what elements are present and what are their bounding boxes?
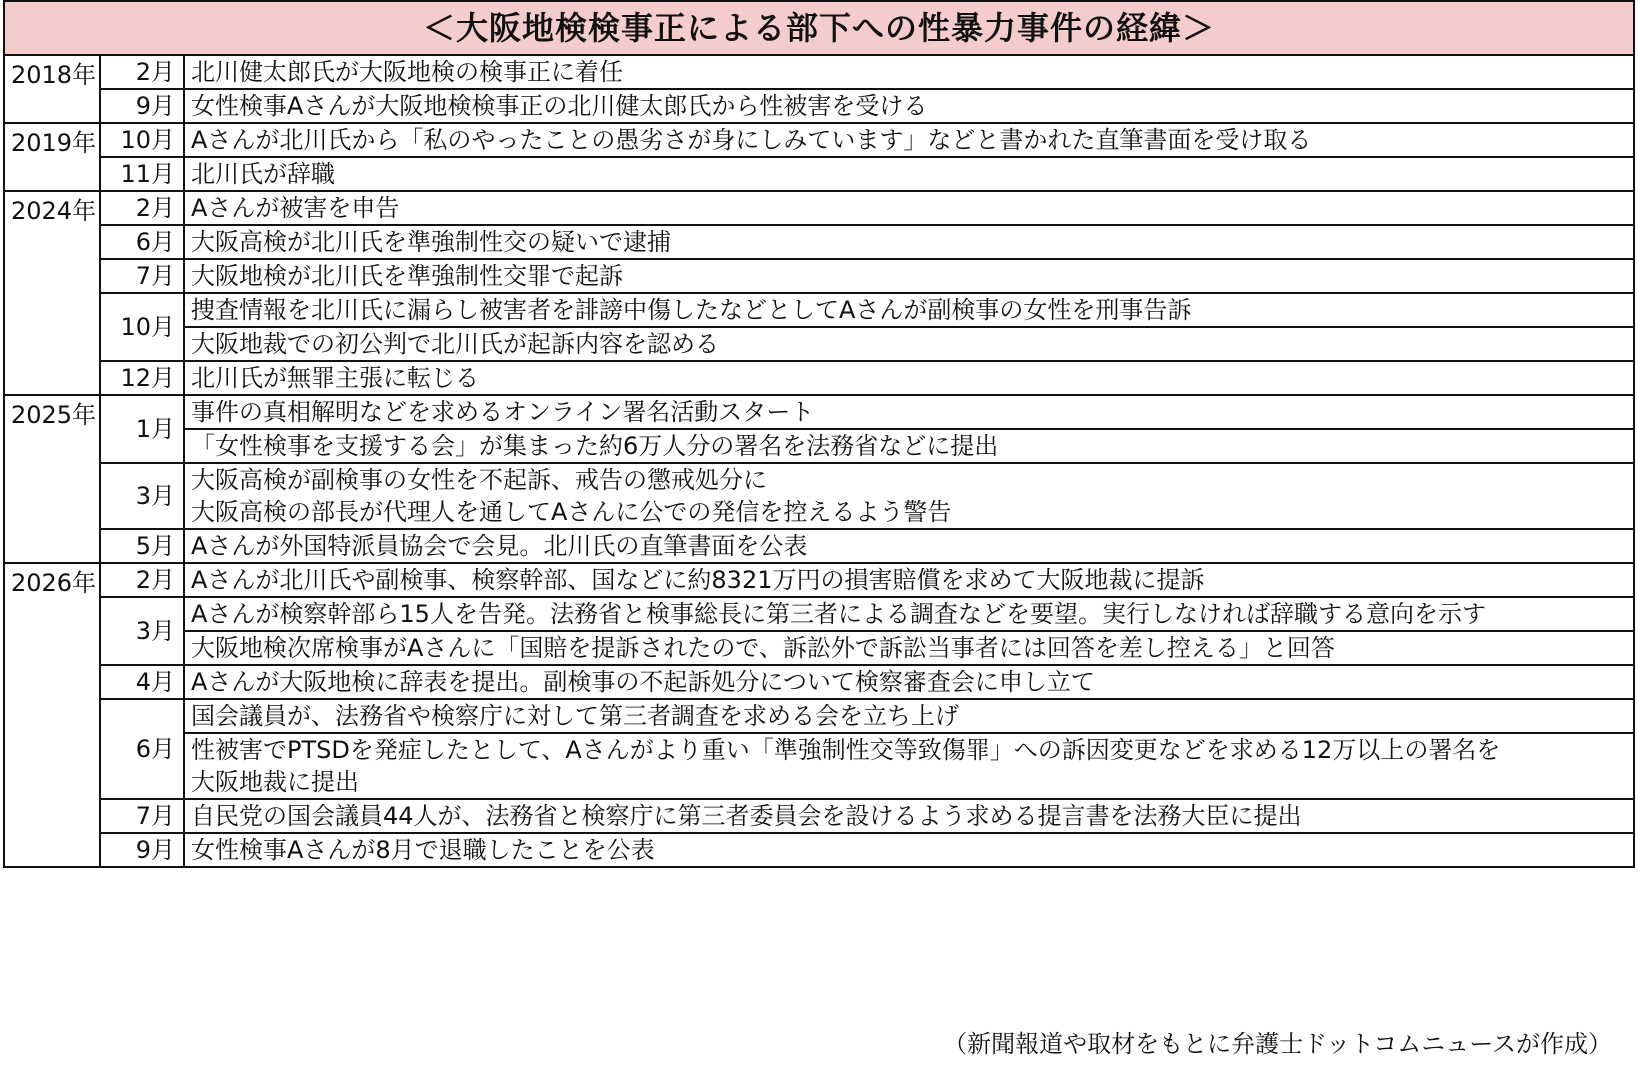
event-cell: Aさんが検察幹部ら15人を告発。法務省と検事総長に第三者による調査などを要望。実行しなければ辞職する意向を示す xyxy=(184,597,1634,631)
year-cell: 2026年 xyxy=(4,563,100,867)
event-cell: 北川氏が無罪主張に転じる xyxy=(184,361,1634,395)
table-row xyxy=(4,799,1634,833)
table-row xyxy=(4,733,1634,799)
table-row xyxy=(4,293,1634,327)
month-cell: 10月 xyxy=(100,293,184,361)
event-cell: 国会議員が、法務省や検察庁に対して第三者調査を求める会を立ち上げ xyxy=(184,699,1634,733)
table-row xyxy=(4,361,1634,395)
table-row xyxy=(4,191,1634,225)
table-row xyxy=(4,429,1634,463)
year-cell: 2019年 xyxy=(4,123,100,191)
table-row xyxy=(4,395,1634,429)
source-note: （新聞報道や取材をもとに弁護士ドットコムニュースが作成） xyxy=(943,1030,1612,1058)
table-row xyxy=(4,597,1634,631)
event-cell: 大阪高検が北川氏を準強制性交の疑いで逮捕 xyxy=(184,225,1634,259)
table-row xyxy=(4,631,1634,665)
month-cell: 11月 xyxy=(100,157,184,191)
month-cell: 7月 xyxy=(100,259,184,293)
event-cell: 女性検事Aさんが大阪地検検事正の北川健太郎氏から性被害を受ける xyxy=(184,89,1634,123)
event-cell: 大阪地検が北川氏を準強制性交罪で起訴 xyxy=(184,259,1634,293)
event-cell: 大阪地裁での初公判で北川氏が起訴内容を認める xyxy=(184,327,1634,361)
month-cell: 7月 xyxy=(100,799,184,833)
month-cell: 12月 xyxy=(100,361,184,395)
month-cell: 1月 xyxy=(100,395,184,463)
table-row xyxy=(4,157,1634,191)
event-cell: Aさんが被害を申告 xyxy=(184,191,1634,225)
event-cell: 大阪高検が副検事の女性を不起訴、戒告の懲戒処分に 大阪高検の部長が代理人を通してAさんに公での発信を控えるよう警告 xyxy=(184,463,1634,529)
event-cell: 性被害でPTSDを発症したとして、Aさんがより重い「準強制性交等致傷罪」への訴因変更などを求める12万以上の署名を 大阪地裁に提出 xyxy=(184,733,1634,799)
timeline-table xyxy=(3,0,1635,868)
event-cell: Aさんが大阪地検に辞表を提出。副検事の不起訴処分について検察審査会に申し立て xyxy=(184,665,1634,699)
table-row xyxy=(4,463,1634,529)
table-title: ＜大阪地検検事正による部下への性暴力事件の経緯＞ xyxy=(4,1,1634,55)
table-row xyxy=(4,833,1634,867)
month-cell: 3月 xyxy=(100,597,184,665)
month-cell: 9月 xyxy=(100,833,184,867)
year-cell: 2018年 xyxy=(4,55,100,123)
event-cell: 女性検事Aさんが8月で退職したことを公表 xyxy=(184,833,1634,867)
month-cell: 2月 xyxy=(100,563,184,597)
table-row xyxy=(4,699,1634,733)
event-cell: 大阪地検次席検事がAさんに「国賠を提訴されたので、訴訟外で訴訟当事者には回答を差し控える」と回答 xyxy=(184,631,1634,665)
month-cell: 4月 xyxy=(100,665,184,699)
month-cell: 6月 xyxy=(100,699,184,799)
table-row xyxy=(4,259,1634,293)
event-cell: 「女性検事を支援する会」が集まった約6万人分の署名を法務省などに提出 xyxy=(184,429,1634,463)
table-row xyxy=(4,529,1634,563)
month-cell: 2月 xyxy=(100,191,184,225)
month-cell: 2月 xyxy=(100,55,184,89)
table-row xyxy=(4,225,1634,259)
title-row xyxy=(4,1,1634,55)
event-cell: 捜査情報を北川氏に漏らし被害者を誹謗中傷したなどとしてAさんが副検事の女性を刑事告訴 xyxy=(184,293,1634,327)
event-cell: 北川氏が辞職 xyxy=(184,157,1634,191)
event-cell: 自民党の国会議員44人が、法務省と検察庁に第三者委員会を設けるよう求める提言書を法務大臣に提出 xyxy=(184,799,1634,833)
event-cell: Aさんが北川氏や副検事、検察幹部、国などに約8321万円の損害賠償を求めて大阪地裁に提訴 xyxy=(184,563,1634,597)
year-cell: 2025年 xyxy=(4,395,100,563)
table-row xyxy=(4,89,1634,123)
table-row xyxy=(4,55,1634,89)
month-cell: 10月 xyxy=(100,123,184,157)
table-row xyxy=(4,123,1634,157)
month-cell: 3月 xyxy=(100,463,184,529)
event-cell: Aさんが外国特派員協会で会見。北川氏の直筆書面を公表 xyxy=(184,529,1634,563)
event-cell: Aさんが北川氏から「私のやったことの愚劣さが身にしみています」などと書かれた直筆書面を受け取る xyxy=(184,123,1634,157)
table-row xyxy=(4,327,1634,361)
month-cell: 5月 xyxy=(100,529,184,563)
event-cell: 北川健太郎氏が大阪地検の検事正に着任 xyxy=(184,55,1634,89)
month-cell: 6月 xyxy=(100,225,184,259)
year-cell: 2024年 xyxy=(4,191,100,395)
timeline-body xyxy=(4,55,1634,867)
event-cell: 事件の真相解明などを求めるオンライン署名活動スタート xyxy=(184,395,1634,429)
table-row xyxy=(4,665,1634,699)
month-cell: 9月 xyxy=(100,89,184,123)
table-row xyxy=(4,563,1634,597)
